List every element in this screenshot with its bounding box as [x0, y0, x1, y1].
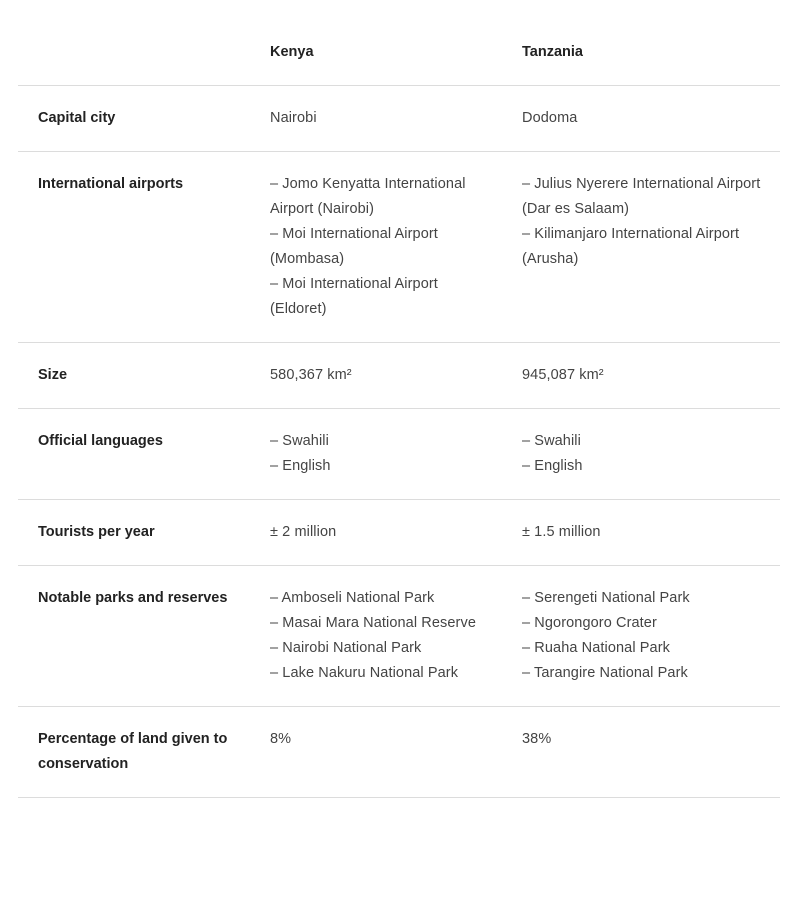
cell-kenya	[250, 152, 502, 343]
header-row	[18, 20, 780, 86]
cell-kenya	[250, 343, 502, 409]
cell-kenya	[250, 500, 502, 566]
table-row	[18, 343, 780, 409]
table-row	[18, 566, 780, 707]
cell-line: – Ngorongoro Crater	[522, 615, 657, 631]
cell-tanzania	[502, 152, 780, 343]
cell-line: – Tarangire National Park	[522, 665, 688, 681]
cell-tanzania	[502, 86, 780, 152]
header-tanzania: Tanzania	[502, 20, 780, 86]
cell-kenya	[250, 566, 502, 707]
cell-line: ± 2 million	[270, 524, 337, 540]
row-label-percentage-of-land-given-to-conservation: Percentage of land given to conservation	[18, 707, 250, 798]
cell-tanzania	[502, 500, 780, 566]
cell-kenya	[250, 86, 502, 152]
row-label-international-airports: International airports	[18, 152, 250, 343]
cell-line: ± 1.5 million	[522, 524, 601, 540]
cell-line: – Masai Mara National Reserve	[270, 615, 476, 631]
cell-line: Dodoma	[522, 110, 578, 126]
cell-line: – English	[522, 458, 583, 474]
cell-tanzania	[502, 409, 780, 500]
cell-tanzania	[502, 707, 780, 798]
row-label-notable-parks-and-reserves: Notable parks and reserves	[18, 566, 250, 707]
row-label-size: Size	[18, 343, 250, 409]
cell-line: 38%	[522, 731, 552, 747]
table-row	[18, 86, 780, 152]
table-row	[18, 707, 780, 798]
header-corner	[18, 20, 250, 86]
cell-line: 8%	[270, 731, 292, 747]
cell-kenya	[250, 409, 502, 500]
cell-line: – Lake Nakuru National Park	[270, 665, 459, 681]
cell-line: 945,087 km²	[522, 367, 604, 383]
cell-line: – Jomo Kenyatta International Airport (Nairobi)	[270, 176, 466, 217]
cell-line: – Serengeti National Park	[522, 590, 690, 606]
cell-tanzania	[502, 343, 780, 409]
row-label-capital-city: Capital city	[18, 86, 250, 152]
cell-line: 580,367 km²	[270, 367, 352, 383]
header-kenya: Kenya	[250, 20, 502, 86]
table-header	[18, 20, 780, 86]
cell-kenya	[250, 707, 502, 798]
cell-line: – Swahili	[522, 433, 581, 449]
table-row	[18, 409, 780, 500]
cell-line: – Nairobi National Park	[270, 640, 422, 656]
table-body	[18, 86, 780, 798]
cell-line: – English	[270, 458, 331, 474]
cell-line: Nairobi	[270, 110, 317, 126]
table-row	[18, 500, 780, 566]
comparison-table	[18, 20, 780, 798]
cell-line: – Moi International Airport (Eldoret)	[270, 276, 438, 317]
cell-line: – Amboseli National Park	[270, 590, 435, 606]
row-label-official-languages: Official languages	[18, 409, 250, 500]
cell-tanzania	[502, 566, 780, 707]
cell-line: – Ruaha National Park	[522, 640, 670, 656]
cell-line: – Swahili	[270, 433, 329, 449]
cell-line: – Julius Nyerere International Airport (Dar es Salaam)	[522, 176, 761, 217]
table-row	[18, 152, 780, 343]
cell-line: – Kilimanjaro International Airport (Arusha)	[522, 226, 740, 267]
row-label-tourists-per-year: Tourists per year	[18, 500, 250, 566]
cell-line: – Moi International Airport (Mombasa)	[270, 226, 438, 267]
